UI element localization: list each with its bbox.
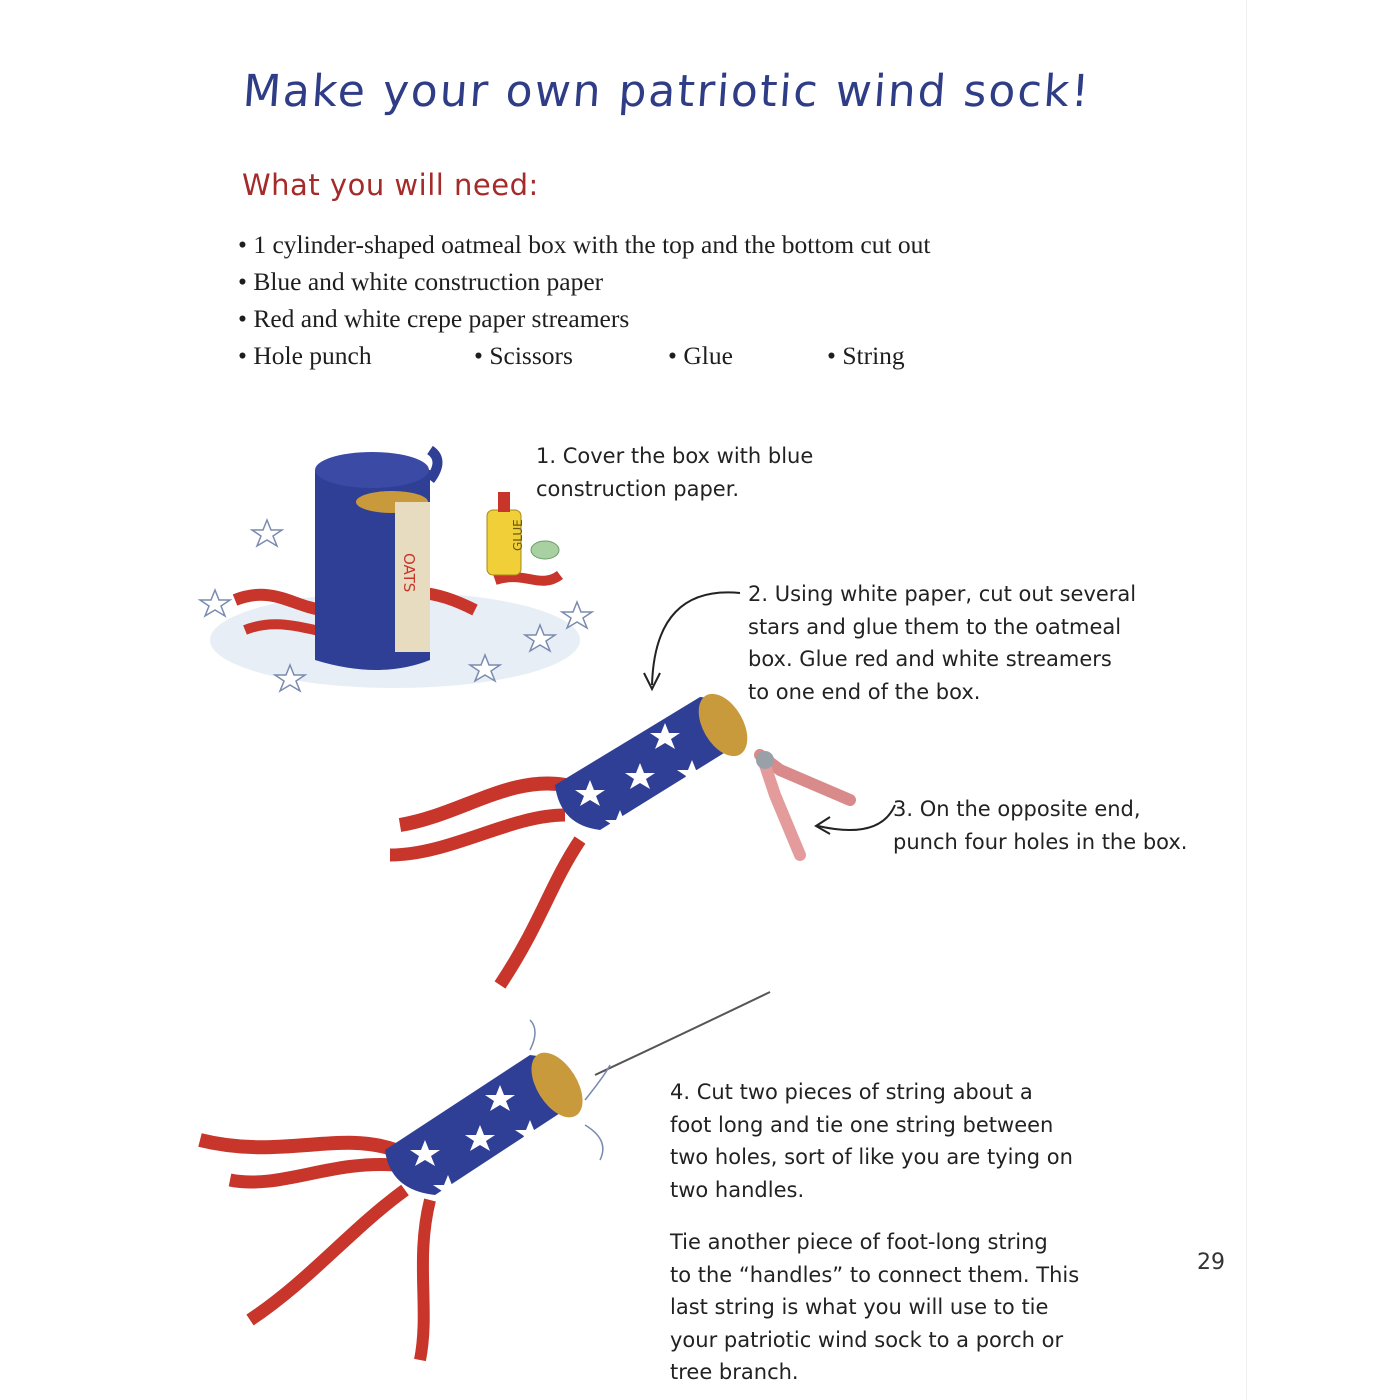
supply-item: • Red and white crepe paper streamers [238, 300, 931, 337]
step-1-illustration [195, 430, 605, 700]
red-streamer [420, 1200, 430, 1360]
red-streamer [495, 575, 560, 581]
supply-glue: • Glue [668, 337, 733, 374]
step-4b-line: Tie another piece of foot-long string [670, 1230, 1048, 1254]
step-2-line: 2. Using white paper, cut out several [748, 582, 1137, 606]
step-4b-line: last string is what you will use to tie [670, 1295, 1049, 1319]
punch-head [756, 751, 774, 769]
glue-bottle-label: GLUE [511, 519, 525, 551]
step-1-line: 1. Cover the box with blue [536, 444, 814, 468]
step-2-line: stars and glue them to the oatmeal [748, 614, 1122, 639]
step-4b-line: to the “handles” to connect them. This [670, 1262, 1080, 1287]
box-top [315, 452, 429, 488]
page-edge [1246, 0, 1247, 1400]
arrow-line [652, 592, 740, 685]
string-tail [530, 1020, 535, 1050]
step-2-line: box. Glue red and white streamers [748, 647, 1112, 671]
page-title: Make your own patriotic wind sock! [241, 66, 1093, 117]
arrow-head [816, 817, 830, 834]
supply-item: • Blue and white construction paper [238, 263, 931, 300]
step-4-line: two handles. [670, 1177, 805, 1202]
red-streamer [230, 1164, 395, 1182]
step-2-illustration [380, 685, 870, 995]
star-shape [200, 590, 230, 616]
step-1-line: construction paper. [536, 476, 740, 501]
step-4-line: foot long and tie one string between [670, 1112, 1054, 1137]
tape-roll [531, 541, 559, 559]
streamers [390, 783, 595, 985]
supply-item: • 1 cylinder-shaped oatmeal box with the top and the bottom cut out [238, 226, 931, 263]
supply-string: • String [827, 337, 905, 374]
supplies-heading: What you will need: [242, 168, 539, 202]
step-3-text [893, 793, 1187, 858]
step-4-line: 4. Cut two pieces of string about a [670, 1080, 1033, 1104]
supply-hole-punch: • Hole punch [238, 337, 372, 374]
oats-label: OATS [400, 553, 418, 593]
string-tail [585, 1065, 610, 1100]
step-4-illustration [190, 990, 790, 1370]
step-2-arrow [630, 585, 750, 695]
hanging-string [595, 992, 770, 1075]
page-number: 29 [1197, 1250, 1225, 1275]
step-3-line: 3. On the opposite end, [893, 797, 1141, 821]
star-shape [252, 520, 282, 546]
paper-curl [430, 450, 438, 480]
step-3-line: punch four holes in the box. [893, 829, 1188, 854]
supply-scissors: • Scissors [474, 337, 573, 374]
step-4b-line: tree branch. [670, 1360, 799, 1384]
step-4-line: two holes, sort of like you are tying on [670, 1145, 1073, 1169]
step-4b-line: your patriotic wind sock to a porch or [670, 1327, 1064, 1352]
step-3-arrow [810, 800, 900, 845]
glue-cap [498, 492, 510, 512]
supplies-list [238, 226, 931, 337]
string-tail [585, 1125, 603, 1160]
step-2-line: to one end of the box. [748, 679, 981, 704]
red-streamer [200, 1140, 395, 1150]
